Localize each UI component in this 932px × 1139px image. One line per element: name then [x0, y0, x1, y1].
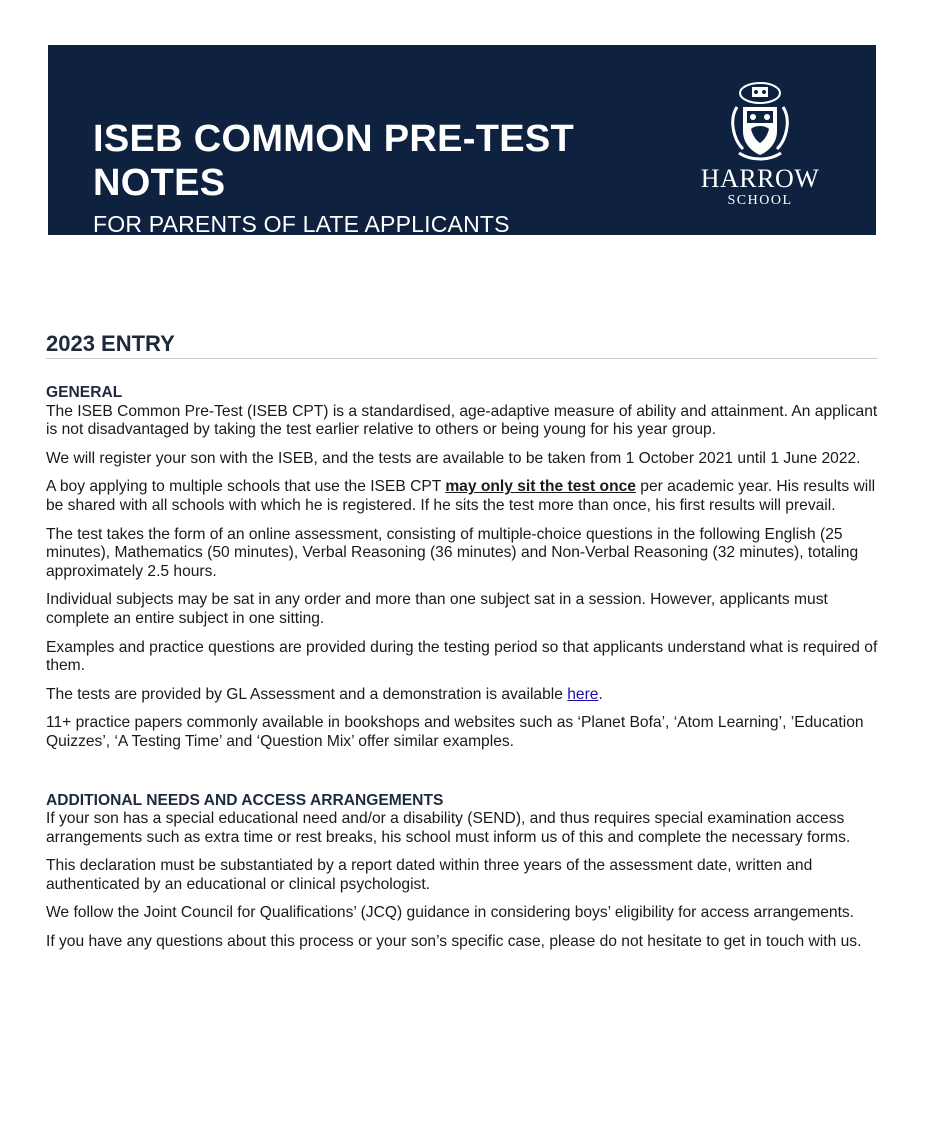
- general-paragraph-8: 11+ practice papers commonly available in bookshops and websites such as ‘Planet Bofa’, ‘Atom Learning’, ’Education Quizzes’, ‘A Testing Time’ and ‘Question Mix’ offer similar examples.: [46, 714, 864, 750]
- document-title: ISEB COMMON PRE-TEST NOTES: [93, 118, 575, 204]
- general-paragraph-5: Individual subjects may be sat in any order and more than one subject sat in a session. However, applicants must complete an entire subject in one sitting.: [46, 591, 828, 627]
- additional-paragraph-4: If you have any questions about this process or your son’s specific case, please do not hesitate to get in touch with us.: [46, 933, 862, 951]
- header-banner: [48, 45, 876, 235]
- general-paragraph-7: [46, 686, 882, 705]
- general-paragraph-4: The test takes the form of an online assessment, consisting of multiple-choice questions in the following English (25 minutes), Mathematics (50 minutes), Verbal Reasoning (36 minutes) and Non-Verbal Reasoning (32 minutes), totaling approximately 2.5 hours.: [46, 525, 859, 580]
- general-paragraph-6: Examples and practice questions are provided during the testing period so that applicants understand what is required of them.: [46, 638, 878, 675]
- heading-divider: [46, 358, 878, 359]
- additional-paragraph-3: We follow the Joint Council for Qualifications’ (JCQ) guidance in considering boys’ eligibility for access arrangements.: [46, 904, 855, 922]
- additional-paragraph-1: If your son has a special educational need and/or a disability (SEND), and thus requires special examination access arrangements such as extra time or rest breaks, his school must inform us of this and complete the necessary forms.: [46, 810, 851, 846]
- document-subtitle: FOR PARENTS OF LATE APPLICANTS: [93, 211, 510, 235]
- additional-needs-heading: ADDITIONAL NEEDS AND ACCESS ARRANGEMENTS: [46, 791, 444, 809]
- harrow-school-logo: [680, 79, 840, 209]
- demonstration-link[interactable]: here: [567, 685, 599, 703]
- general-paragraph-2: We will register your son with the ISEB, and the tests are available to be taken from 1 October 2021 until 1 June 2022.: [46, 449, 861, 467]
- document-body: [46, 384, 882, 962]
- general-heading: GENERAL: [46, 384, 123, 401]
- text-span: A boy applying to multiple schools that use the ISEB CPT: [46, 478, 446, 496]
- section-spacer: [46, 762, 882, 792]
- text-span: .: [598, 685, 603, 703]
- school-crest-icon: [725, 79, 795, 163]
- text-span: per academic year. His results will be shared with all schools with which he is registered. If he sits the test more than once, his first results will prevail.: [46, 478, 876, 514]
- logo-subtitle: SCHOOL: [727, 193, 793, 208]
- general-paragraph-1: The ISEB Common Pre-Test (ISEB CPT) is a standardised, age-adaptive measure of ability and attainment. An applicant is not disadvantaged by taking the test earlier relative to others or being young for his year group.: [46, 402, 878, 439]
- entry-heading: 2023 ENTRY: [46, 331, 175, 356]
- emphasis-text: may only sit the test once: [445, 478, 636, 496]
- text-span: The tests are provided by GL Assessment and a demonstration is available: [46, 685, 568, 703]
- general-paragraph-3: [46, 478, 882, 515]
- additional-paragraph-2: This declaration must be substantiated by a report dated within three years of the assessment date, written and authenticated by an educational or clinical psychologist.: [46, 857, 813, 893]
- logo-wordmark: HARROW: [700, 164, 820, 193]
